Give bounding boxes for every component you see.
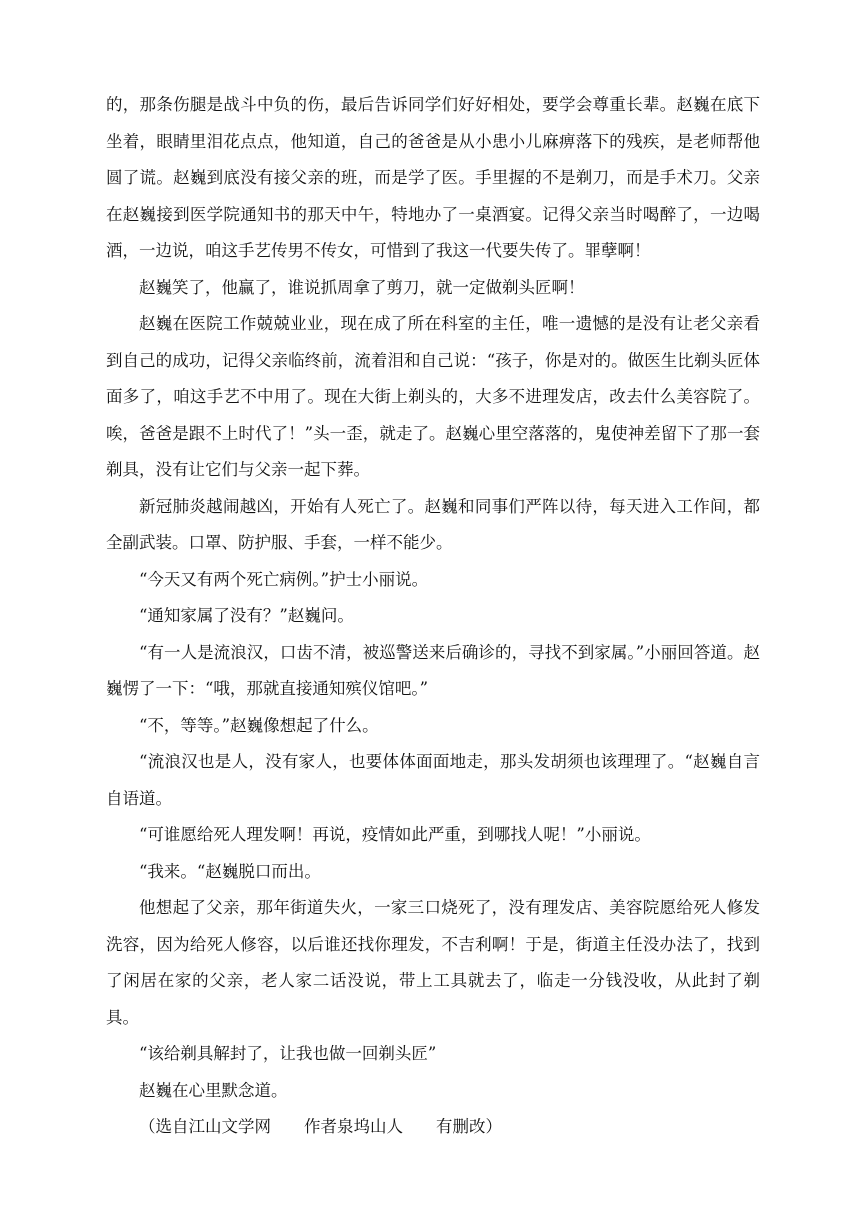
- paragraph-6: “通知家属了没有？”赵巍问。: [139, 606, 354, 625]
- paragraph-5: “今天又有两个死亡病例。”护士小丽说。: [139, 569, 429, 589]
- paragraph-11: “我来。“赵巍脱口而出。: [139, 861, 321, 881]
- paragraph-14: 赵巍在心里默念道。: [139, 1080, 288, 1100]
- article-body: [106, 87, 760, 1162]
- source-citation: （选自江山文学网 作者泉坞山人 有删改）: [139, 1117, 502, 1136]
- paragraph-1: 的，那条伤腿是战斗中负的伤，最后告诉同学们好好相处，要学会尊重长辈。赵巍在底下坐着，眼睛里泪花点点，他知道，自己的爸爸是从小患小儿麻痹落下的残疾，是老师帮他圆了谎。赵巍到底没有接父亲的班，而是学了医。手里握的不是剃刀，而是手术刀。父亲在赵巍接到医学院通知书的那天中午，特地办了一桌酒宴。记得父亲当时喝醉了，一边喝酒，一边说，咱这手艺传男不传女，可惜到了我这一代要失传了。罪孽啊！: [106, 95, 760, 260]
- paragraph-9: “流浪汉也是人，没有家人，也要体体面面地走，那头发胡须也该理理了。“赵巍自言自语道。: [106, 752, 760, 808]
- paragraph-7: “有一人是流浪汉，口齿不清，被巡警送来后确诊的，寻找不到家属。”小丽回答道。赵巍愣了一下：“哦，那就直接通知殡仪馆吧。”: [106, 642, 760, 698]
- paragraph-4: 新冠肺炎越闹越凶，开始有人死亡了。赵巍和同事们严阵以待，每天进入工作间，都全副武装。口罩、防护服、手套，一样不能少。: [106, 496, 760, 552]
- paragraph-10: “可谁愿给死人理发啊！再说，疫情如此严重，到哪找人呢！”小丽说。: [139, 825, 651, 844]
- paragraph-12: 他想起了父亲，那年街道失火，一家三口烧死了，没有理发店、美容院愿给死人修发洗容，因为给死人修容，以后谁还找你理发，不吉利啊！于是，街道主任没办法了，找到了闲居在家的父亲，老人家二话没说，带上工具就去了，临走一分钱没收，从此封了剃具。: [106, 898, 760, 1027]
- paragraph-8: “不，等等。”赵巍像想起了什么。: [139, 715, 379, 735]
- paragraph-2: 赵巍笑了，他赢了，谁说抓周拿了剪刀，就一定做剃头匠啊！: [139, 277, 585, 297]
- paragraph-13: “该给剃具解封了，让我也做一回剃头匠”: [139, 1044, 437, 1063]
- paragraph-3: 赵巍在医院工作兢兢业业，现在成了所在科室的主任，唯一遗憾的是没有让老父亲看到自己的成功，记得父亲临终前，流着泪和自己说：“孩子，你是对的。做医生比剃头匠体面多了，咱这手艺不中用了。现在大街上剃头的，大多不进理发店，改去什么美容院了。唉，爸爸是跟不上时代了！”头一歪，就走了。赵巍心里空落落的，鬼使神差留下了那一套剃具，没有让它们与父亲一起下葬。: [106, 314, 760, 479]
